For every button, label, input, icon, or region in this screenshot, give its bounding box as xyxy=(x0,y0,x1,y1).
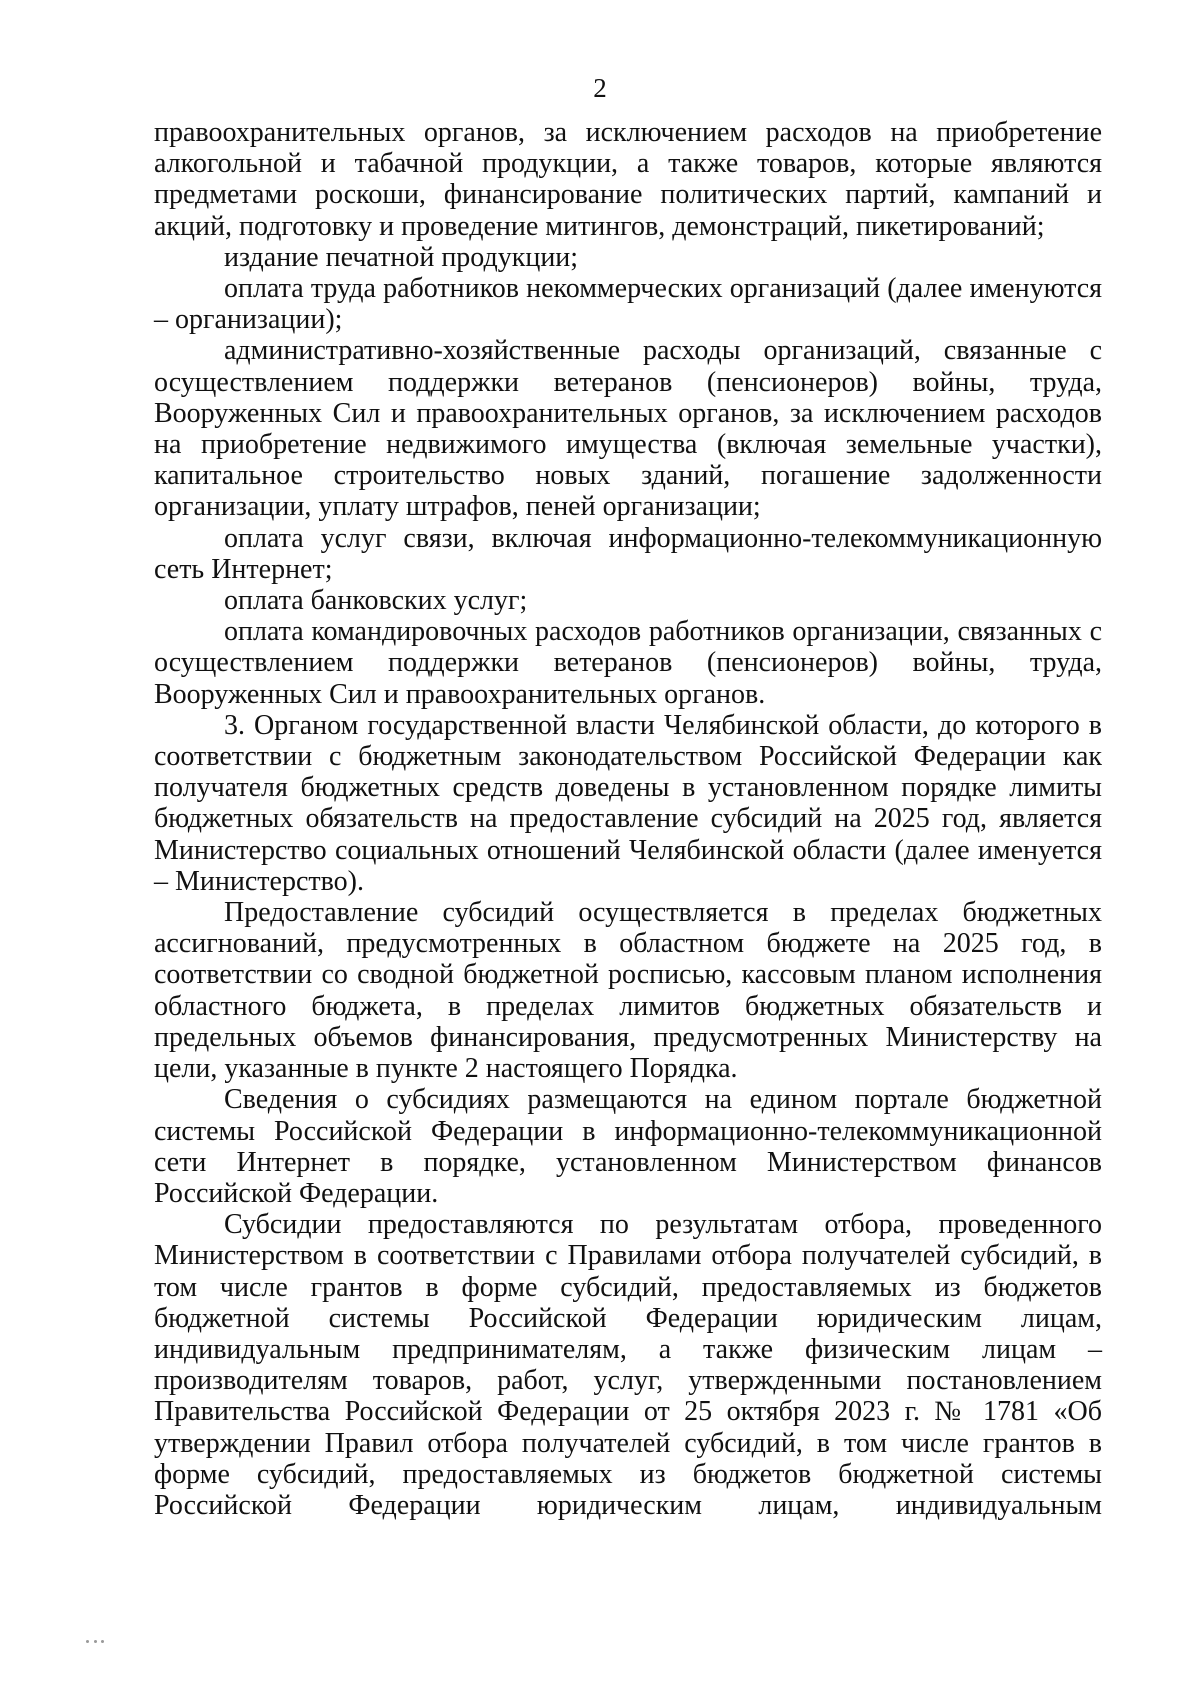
paragraph-continuation: правоохранительных органов, за исключением расходов на приобретение алкогольной и табачной продукции, а также товаров, которые являются предметами роскоши, финансирование политических партий, кампаний и акций, подготовку и проведение митингов, демонстраций, пикетирований; xyxy=(154,117,1102,242)
paragraph-administrative-expenses: административно-хозяйственные расходы организаций, связанные с осуществлением поддержки ветеранов (пенсионеров) войны, труда, Вооруженных Сил и правоохранительных органов, за исключением расходов на приобретение недвижимого имущества (включая земельные участки), капитальное строительство новых зданий, погашение задолженности организации, уплату штрафов, пеней организации; xyxy=(154,335,1102,523)
paragraph-communication-services: оплата услуг связи, включая информационно-телекоммуникационную сеть Интернет; xyxy=(154,522,1102,585)
document-body xyxy=(154,117,1102,1521)
paragraph-travel-expenses: оплата командировочных расходов работников организации, связанных с осуществлением поддержки ветеранов (пенсионеров) войны, труда, Вооруженных Сил и правоохранительных органов. xyxy=(154,616,1102,710)
scan-artifact xyxy=(86,1640,108,1644)
paragraph-labor-payment: оплата труда работников некоммерческих организаций (далее именуются – организации); xyxy=(154,273,1102,336)
paragraph-selection-rules: Субсидии предоставляются по результатам отбора, проведенного Министерством в соответствии с Правилами отбора получателей субсидий, в том числе грантов в форме субсидий, предоставляемых из бюджетов бюджетной системы Российской Федерации юридическим лицам, индивидуальным предпринимателям, а также физическим лицам – производителям товаров, работ, услуг, утвержденными постановлением Правительства Российской Федерации от 25 октября 2023 г. № 1781 «Об утверждении Правил отбора получателей субсидий, в том числе грантов в форме субсидий, предоставляемых из бюджетов бюджетной системы Российской Федерации юридическим лицам, индивидуальным xyxy=(154,1209,1102,1521)
paragraph-printed-products: издание печатной продукции; xyxy=(224,241,579,273)
paragraph-banking-services: оплата банковских услуг; xyxy=(224,585,528,617)
paragraph-section-3: 3. Органом государственной власти Челябинской области, до которого в соответствии с бюджетным законодательством Российской Федерации как получателя бюджетных средств доведены в установленном порядке лимиты бюджетных обязательств на предоставление субсидий на 2025 год, является Министерство социальных отношений Челябинской области (далее именуется – Министерство). xyxy=(154,709,1102,897)
paragraph-subsidy-information: Сведения о субсидиях размещаются на едином портале бюджетной системы Российской Федерации в информационно-телекоммуникационной сети Интернет в порядке, установленном Министерством финансов Российской Федерации. xyxy=(154,1084,1102,1209)
page-number: 2 xyxy=(593,73,607,103)
paragraph-subsidy-provision: Предоставление субсидий осуществляется в пределах бюджетных ассигнований, предусмотренных в областном бюджете на 2025 год, в соответствии со сводной бюджетной росписью, кассовым планом исполнения областного бюджета, в пределах лимитов бюджетных обязательств и предельных объемов финансирования, предусмотренных Министерству на цели, указанные в пункте 2 настоящего Порядка. xyxy=(154,897,1102,1085)
